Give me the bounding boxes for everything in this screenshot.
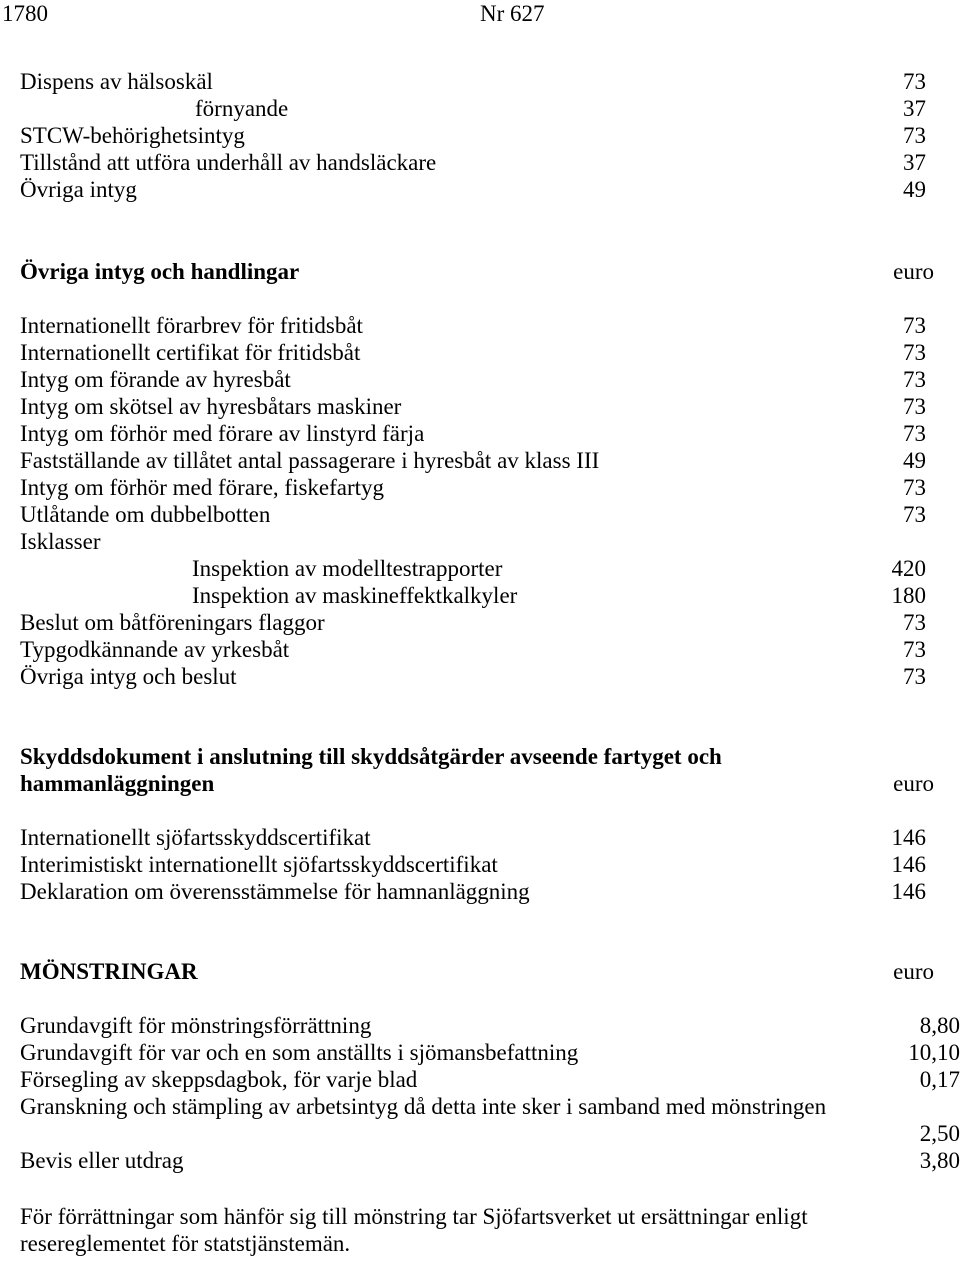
section-title: Övriga intyg och handlingar xyxy=(20,259,300,284)
section-title-line-2: hammanläggningen xyxy=(20,771,215,796)
unit-label: euro xyxy=(893,959,934,984)
fee-label: Internationellt certifikat för fritidsbåt xyxy=(20,340,361,365)
fee-value: 73 xyxy=(903,367,926,392)
fee-value: 73 xyxy=(903,340,926,365)
section-title-line-1: Skyddsdokument i anslutning till skyddsåtgärder avseende fartyget och xyxy=(20,744,722,769)
fee-row xyxy=(20,878,960,905)
fee-value: 146 xyxy=(891,852,926,877)
fee-label: Internationellt sjöfartsskyddscertifikat xyxy=(20,825,371,850)
fee-row xyxy=(20,582,960,609)
page-number: 1780 xyxy=(2,1,48,26)
fee-row xyxy=(20,149,960,176)
fee-row xyxy=(20,1093,960,1147)
fee-label: Intyg om skötsel av hyresbåtars maskiner xyxy=(20,394,402,419)
fee-value: 2,50 xyxy=(919,1121,960,1146)
fee-value: 0,17 xyxy=(919,1067,960,1092)
fee-value: 73 xyxy=(903,69,926,94)
fee-label: förnyande xyxy=(195,96,289,121)
section-security-documents xyxy=(20,743,960,905)
section-heading xyxy=(20,258,960,285)
fee-value: 146 xyxy=(891,879,926,904)
fee-label: Granskning och stämpling av arbetsintyg då detta inte sker i samband med mönstringen xyxy=(20,1094,827,1119)
fee-row xyxy=(20,447,960,474)
fee-row xyxy=(20,1012,960,1039)
fee-row xyxy=(20,528,960,555)
fee-label: Interimistiskt internationellt sjöfartsskyddscertifikat xyxy=(20,852,498,877)
fee-row xyxy=(20,555,960,582)
fee-row xyxy=(20,95,960,122)
fee-value: 73 xyxy=(903,610,926,635)
fee-label: Grundavgift för var och en som anställts i sjömansbefattning xyxy=(20,1040,579,1065)
fee-row xyxy=(20,339,960,366)
fee-value: 3,80 xyxy=(919,1148,960,1173)
fee-value: 420 xyxy=(891,556,926,581)
fee-label: Isklasser xyxy=(20,529,101,554)
fee-list-certificates xyxy=(20,68,960,203)
fee-row xyxy=(20,420,960,447)
fee-label: Grundavgift för mönstringsförrättning xyxy=(20,1013,372,1038)
footnote: För förrättningar som hänför sig till mönstring tar Sjöfartsverket ut ersättningar enligt resereglementet för statstjänstemän. xyxy=(20,1204,808,1256)
fee-label: Dispens av hälsoskäl xyxy=(20,69,213,94)
fee-value: 73 xyxy=(903,637,926,662)
section-musterings xyxy=(20,958,960,1174)
fee-label: Tillstånd att utföra underhåll av handsläckare xyxy=(20,150,437,175)
fee-label: Intyg om förhör med förare, fiskefartyg xyxy=(20,475,385,500)
fee-label: Utlåtande om dubbelbotten xyxy=(20,502,271,527)
fee-value: 37 xyxy=(903,96,926,121)
fee-value: 146 xyxy=(891,825,926,850)
fee-value: 73 xyxy=(903,313,926,338)
fee-label: Fastställande av tillåtet antal passagerare i hyresbåt av klass III xyxy=(20,448,600,473)
fee-row xyxy=(20,1039,960,1066)
fee-row xyxy=(20,68,960,95)
fee-row xyxy=(20,1147,960,1174)
fee-label: Inspektion av maskineffektkalkyler xyxy=(192,583,518,608)
document-number: Nr 627 xyxy=(480,1,545,26)
fee-row xyxy=(20,501,960,528)
fee-row xyxy=(20,366,960,393)
fee-row xyxy=(20,393,960,420)
fee-row xyxy=(20,474,960,501)
section-heading xyxy=(20,958,960,985)
fee-value: 49 xyxy=(903,177,926,202)
page-header xyxy=(0,0,960,27)
fee-label: STCW-behörighetsintyg xyxy=(20,123,245,148)
fee-label: Inspektion av modelltestrapporter xyxy=(192,556,503,581)
fee-label: Intyg om förande av hyresbåt xyxy=(20,367,291,392)
unit-label: euro xyxy=(893,771,934,796)
fee-label: Övriga intyg och beslut xyxy=(20,664,237,689)
fee-row xyxy=(20,609,960,636)
fee-value: 73 xyxy=(903,123,926,148)
section-heading xyxy=(20,743,960,797)
fee-value: 73 xyxy=(903,421,926,446)
fee-label: Internationellt förarbrev för fritidsbåt xyxy=(20,313,363,338)
fee-label: Deklaration om överensstämmelse för hamnanläggning xyxy=(20,879,530,904)
section-title: MÖNSTRINGAR xyxy=(20,959,198,984)
unit-label: euro xyxy=(893,259,934,284)
fee-label: Bevis eller utdrag xyxy=(20,1148,184,1173)
fee-label: Typgodkännande av yrkesbåt xyxy=(20,637,290,662)
fee-label: Övriga intyg xyxy=(20,177,137,202)
fee-label: Försegling av skeppsdagbok, för varje blad xyxy=(20,1067,418,1092)
fee-value: 73 xyxy=(903,475,926,500)
fee-label: Beslut om båtföreningars flaggor xyxy=(20,610,325,635)
section-other-certificates xyxy=(20,258,960,690)
fee-row xyxy=(20,636,960,663)
fee-value: 180 xyxy=(891,583,926,608)
fee-label: Intyg om förhör med förare av linstyrd färja xyxy=(20,421,425,446)
fee-row xyxy=(20,312,960,339)
fee-value: 73 xyxy=(903,664,926,689)
fee-value: 10,10 xyxy=(908,1040,960,1065)
fee-value: 73 xyxy=(903,394,926,419)
fee-row xyxy=(20,663,960,690)
fee-row xyxy=(20,851,960,878)
fee-value: 37 xyxy=(903,150,926,175)
fee-row xyxy=(20,176,960,203)
fee-value: 8,80 xyxy=(919,1013,960,1038)
fee-row xyxy=(20,824,960,851)
fee-value: 49 xyxy=(903,448,926,473)
fee-row xyxy=(20,1066,960,1093)
fee-row xyxy=(20,122,960,149)
fee-value: 73 xyxy=(903,502,926,527)
